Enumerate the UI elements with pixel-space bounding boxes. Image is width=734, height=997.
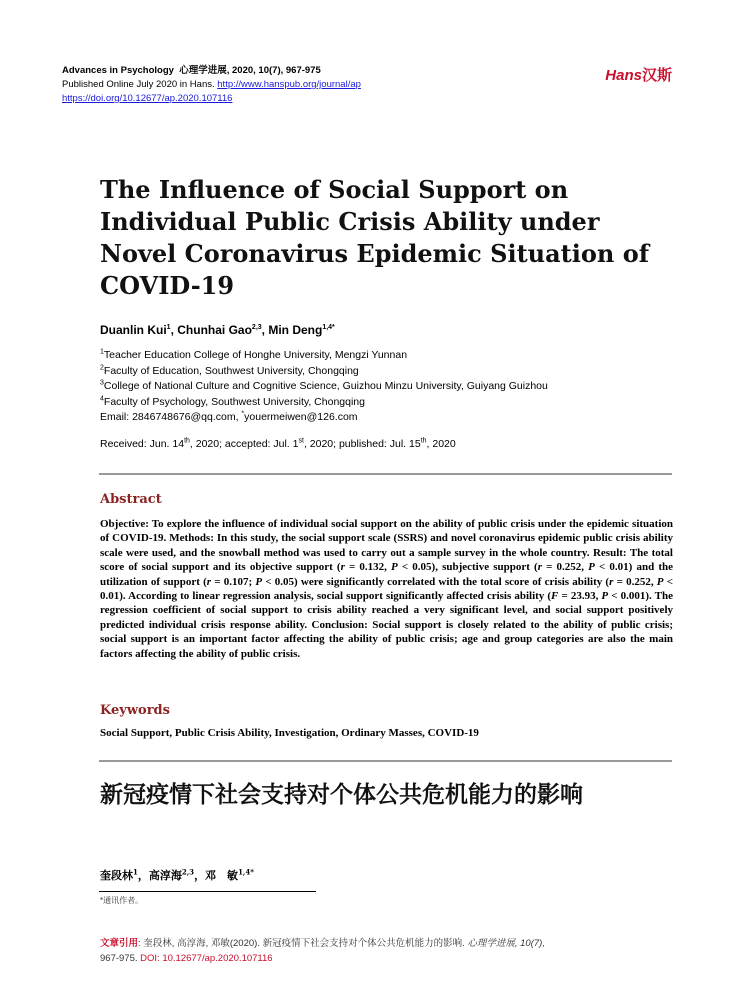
journal-header: [62, 64, 361, 106]
journal-name: Advances in Psychology: [62, 65, 174, 76]
divider: [99, 760, 672, 762]
journal-name-cn: 心理学进展: [179, 65, 227, 76]
affiliation-item: [100, 348, 700, 364]
hans-logo: [605, 64, 672, 85]
hans-logo-cn: 汉斯: [641, 67, 672, 84]
cn-author-sup: 1: [133, 867, 138, 877]
email-second: youermeiwen@126.com: [244, 411, 358, 423]
published-line: Published Online July 2020 in Hans.: [62, 79, 218, 90]
cn-author-name: 奎段林: [100, 869, 133, 882]
citation-text: 奎段林, 高淳海, 邓敏(2020). 新冠疫情下社会支持对个体公共危机能力的影响.: [143, 938, 468, 949]
affiliation-sup: 2: [100, 364, 104, 371]
affiliation-text: College of National Culture and Cognitive Science, Guizhou Minzu University, Guiyang Guizhou: [103, 380, 548, 392]
affiliation-text: Faculty of Psychology, Southwest University, Chongqing: [103, 395, 365, 408]
affiliation-item: [100, 364, 700, 380]
affiliation-sup: 4: [100, 395, 104, 402]
cn-author-sup: 1,4*: [238, 867, 254, 877]
affiliation-text: Faculty of Education, Southwest University, Chongqing: [103, 364, 359, 377]
hans-logo-en: Hans: [605, 67, 642, 84]
doi-link[interactable]: https://doi.org/10.12677/ap.2020.107116: [62, 93, 233, 104]
cn-title: 新冠疫情下社会支持对个体公共危机能力的影响: [100, 782, 583, 808]
date-sup: th: [184, 437, 190, 445]
date-sup: st: [298, 437, 304, 445]
author-name: Min Deng: [268, 323, 323, 337]
affiliation-sup: 1: [100, 348, 104, 356]
divider: [99, 473, 672, 475]
date-tail: , 2020: [426, 438, 456, 450]
author-name: Duanlin Kui: [100, 323, 167, 337]
author-sup: 2,3: [251, 324, 262, 331]
cn-author-name: ，邓 敏: [194, 869, 239, 882]
footnote-rule: [99, 891, 316, 892]
author-name: Chunhai Gao: [177, 323, 252, 337]
author-list: Duanlin Kui$^1$, Chunhai Gao$^{2,3}$, Min Deng$^{1,4*}$: [100, 323, 335, 337]
cn-author-name: ，高淳海: [137, 869, 182, 882]
citation-colon: :: [138, 938, 144, 949]
affiliations: [100, 348, 700, 426]
citation: [100, 936, 680, 966]
abstract-heading: Abstract: [100, 492, 162, 507]
keywords-heading: Keywords: [100, 703, 170, 718]
cn-author-list: [100, 867, 254, 883]
published-date: , 2020; published: Jul. 15: [303, 438, 421, 450]
dates-line: [100, 437, 700, 453]
author-sup: 1,4*: [322, 324, 335, 331]
affiliation-item: [100, 395, 700, 411]
accepted-date: , 2020; accepted: Jul. 1: [189, 438, 299, 450]
abstract-body: Objective: To explore the influence of individual social support on the ability of public crisis under the epidemic situation of COVID-19. Methods: In this study, the social support scale (SSRS) and novel coronavirus epidemic public crisis ability scale were used, and the snowball method was used to carry out a sample survey in the whole country. Result: The total score of social support and its objective support (r = 0.132, P < 0.05), subjective support (r = 0.252, P < 0.01) and the utilization of support (r = 0.107; P < 0.05) were significantly correlated with the total score of crisis ability (r = 0.252, P < 0.01). According to linear regression analysis, social support significantly affected crisis ability (F = 23.93, P < 0.001). The regression coefficient of social support to crisis ability reached a very significant level, and social support positively predicted individual crisis response ability. Conclusion: Social support is closely related to the ability of public crisis; social support is an important factor affecting the ability of public crisis; age and group categories are also the main factors affecting the ability of public crisis.: [100, 518, 673, 660]
affiliation-text: Teacher Education College of Honghe University, Mengzi Yunnan: [103, 349, 408, 361]
author-sup: 1: [166, 324, 171, 331]
email-label: Email: 2846748676@qq.com,: [100, 411, 242, 423]
cn-author-sup: 2,3: [181, 867, 195, 877]
journal-volume: , 2020, 10(7), 967-975: [226, 65, 321, 76]
affiliation-sup: 3: [100, 379, 104, 387]
keywords-text: Social Support, Public Crisis Ability, Investigation, Ordinary Masses, COVID-19: [100, 727, 479, 739]
date-sup: th: [420, 437, 427, 445]
email-line: [100, 410, 700, 426]
email-star: *: [241, 410, 245, 418]
citation-doi[interactable]: DOI: 10.12677/ap.2020.107116: [140, 953, 273, 964]
journal-url-link[interactable]: http://www.hanspub.org/journal/ap: [217, 79, 361, 90]
affiliation-item: [100, 379, 700, 395]
received-date: Received: Jun. 14: [100, 438, 185, 450]
footnote: *通讯作者。: [100, 896, 144, 905]
paper-title: The Influence of Social Support on Individual Public Crisis Ability under Novel Coronavirus Epidemic Situation of COVID-19: [100, 175, 650, 300]
citation-label: 文章引用: [100, 938, 139, 949]
citation-journal: 心理学进展, 10(7),: [467, 938, 545, 949]
citation-pages: 967-975.: [100, 953, 141, 964]
